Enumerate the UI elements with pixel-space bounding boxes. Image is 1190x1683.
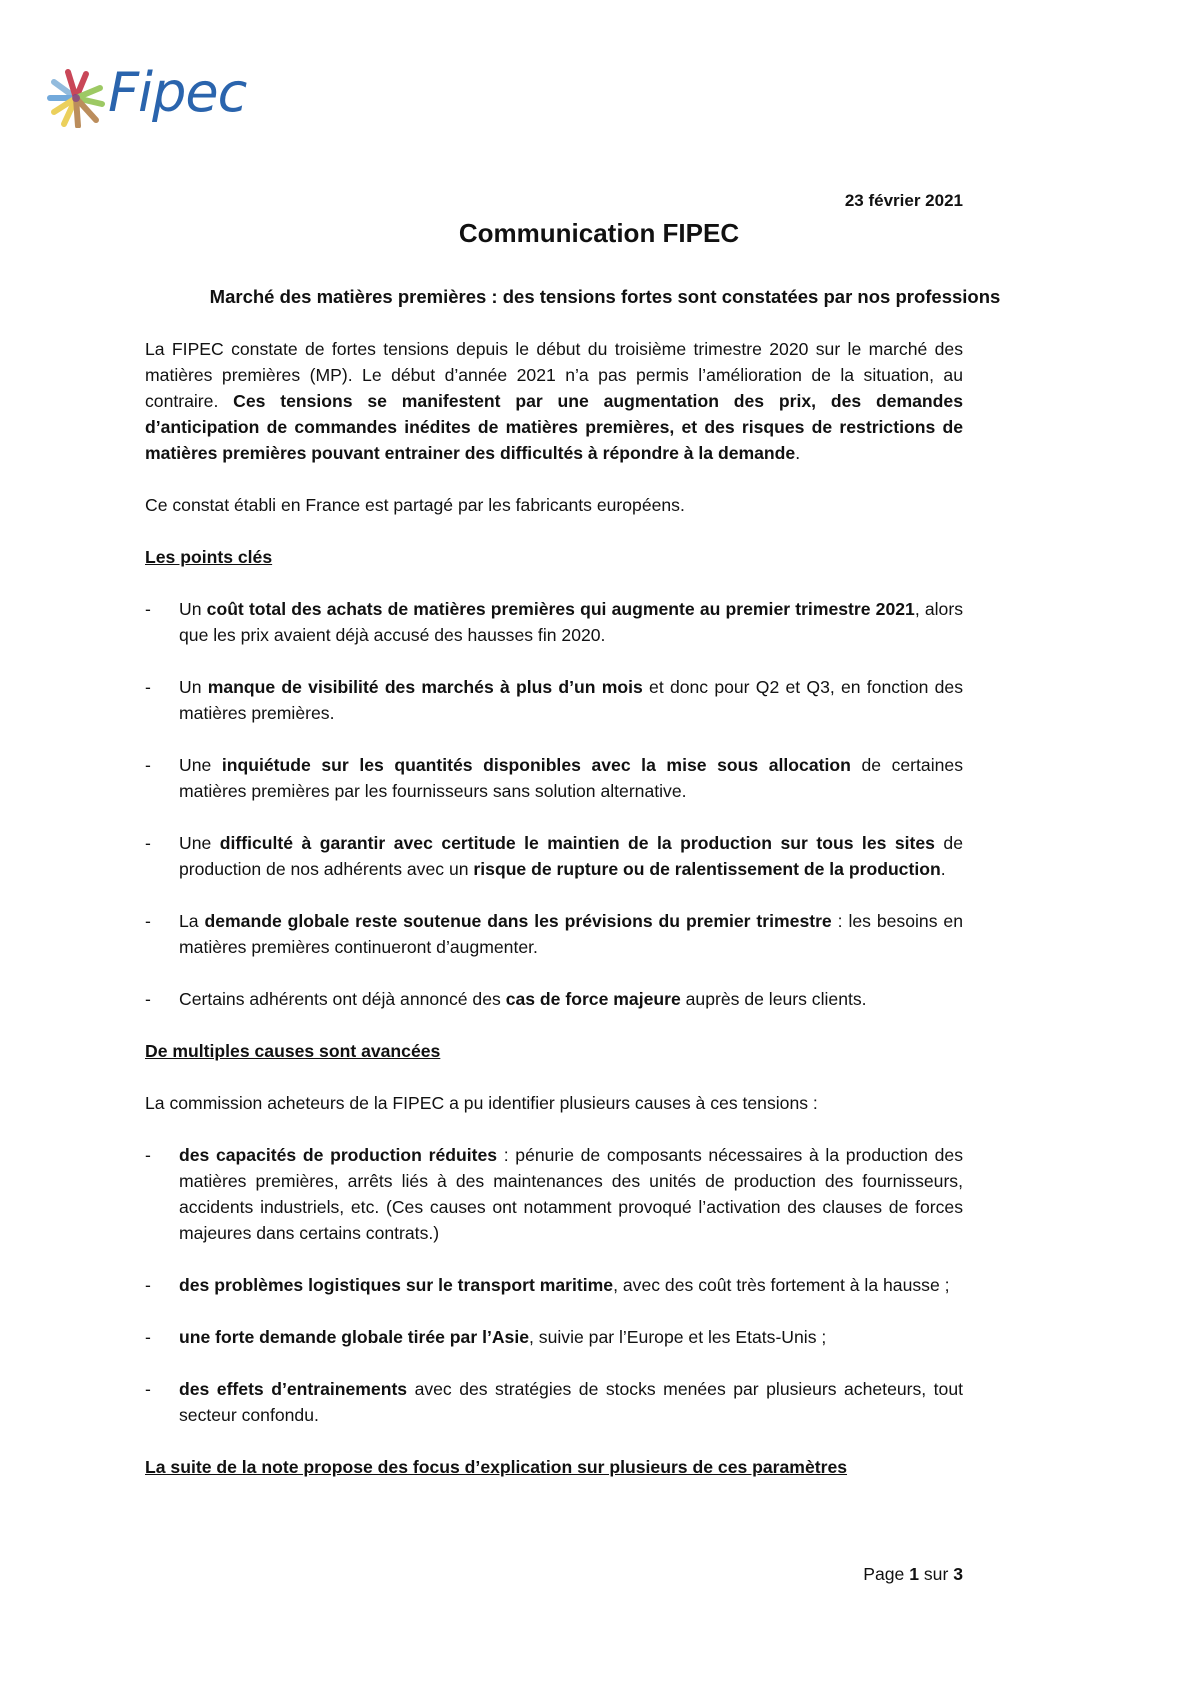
fipec-logo — [46, 61, 256, 132]
key-point-item: - Un coût total des achats de matières premières qui augmente au premier trimestre 2021, alors que les prix avaient déjà accusé des hausses fin 2020. — [145, 596, 963, 648]
cause-item: - des capacités de production réduites : pénurie de composants nécessaires à la production des matières premières, arrêts liés à des maintenances des unités de production des fournisseurs, accidents industriels, etc. (Ces causes ont notamment provoqué l’activation des clauses de forces majeures dans certains contrats.) — [145, 1142, 963, 1246]
causes-intro: La commission acheteurs de la FIPEC a pu identifier plusieurs causes à ces tensions : — [145, 1093, 818, 1113]
cause-item: - une forte demande globale tirée par l’Asie, suivie par l’Europe et les Etats-Unis ; — [145, 1324, 963, 1350]
key-point-item: - Une difficulté à garantir avec certitude le maintien de la production sur tous les sites de production de nos adhérents avec un risque de rupture ou de ralentissement de la production. — [145, 830, 963, 882]
bullet-dash: - — [145, 677, 151, 697]
key-point-item: - La demande globale reste soutenue dans les prévisions du premier trimestre : les besoins en matières premières continueront d’augmenter. — [145, 908, 963, 960]
bullet-dash: - — [145, 989, 151, 1009]
key-points-list — [145, 596, 963, 1038]
bullet-dash: - — [145, 833, 151, 853]
key-point-item: - Certains adhérents ont déjà annoncé des cas de force majeure auprès de leurs clients. — [145, 986, 963, 1012]
bullet-dash: - — [145, 1327, 151, 1347]
key-point-item: - Une inquiétude sur les quantités disponibles avec la mise sous allocation de certaines matières premières par les fournisseurs sans solution alternative. — [145, 752, 963, 804]
cause-item: - des effets d’entrainements avec des stratégies de stocks menées par plusieurs acheteurs, tout secteur confondu. — [145, 1376, 963, 1428]
key-point-item: - Un manque de visibilité des marchés à plus d’un mois et donc pour Q2 et Q3, en fonction des matières premières. — [145, 674, 963, 726]
key-points-heading: Les points clés — [145, 547, 273, 567]
document-subtitle: Marché des matières premières : des tensions fortes sont constatées par nos professions — [209, 286, 1001, 307]
fipec-logo-mark-icon — [46, 68, 106, 128]
statement-paragraph: Ce constat établi en France est partagé par les fabricants européens. — [145, 495, 685, 515]
bullet-dash: - — [145, 1275, 151, 1295]
closing-heading: La suite de la note propose des focus d’explication sur plusieurs de ces paramètres — [145, 1457, 848, 1477]
document-body — [145, 336, 963, 1480]
bullet-dash: - — [145, 755, 151, 775]
bullet-dash: - — [145, 911, 151, 931]
cause-item: - des problèmes logistiques sur le transport maritime, avec des coût très fortement à la hausse ; — [145, 1272, 963, 1298]
bullet-dash: - — [145, 599, 151, 619]
bullet-dash: - — [145, 1145, 151, 1165]
causes-heading: De multiples causes sont avancées — [145, 1041, 441, 1061]
document-title: Communication FIPEC — [458, 218, 740, 248]
intro-paragraph: La FIPEC constate de fortes tensions depuis le début du troisième trimestre 2020 sur le marché des matières premières (MP). Le début d’année 2021 n’a pas permis l’amélioration de la situation, au contraire. Ces tensions se manifestent par une augmentation des prix, des demandes d’anticipation de commandes inédites de matières premières, et des risques de restrictions de matières premières pouvant entrainer des difficultés à répondre à la demande. — [145, 339, 963, 463]
page-number: Page 1 sur 3 — [863, 1564, 963, 1584]
bullet-dash: - — [145, 1379, 151, 1399]
document-date: 23 février 2021 — [844, 191, 963, 210]
causes-list — [145, 1142, 963, 1428]
fipec-logo-wordmark: Fipec — [108, 61, 247, 124]
